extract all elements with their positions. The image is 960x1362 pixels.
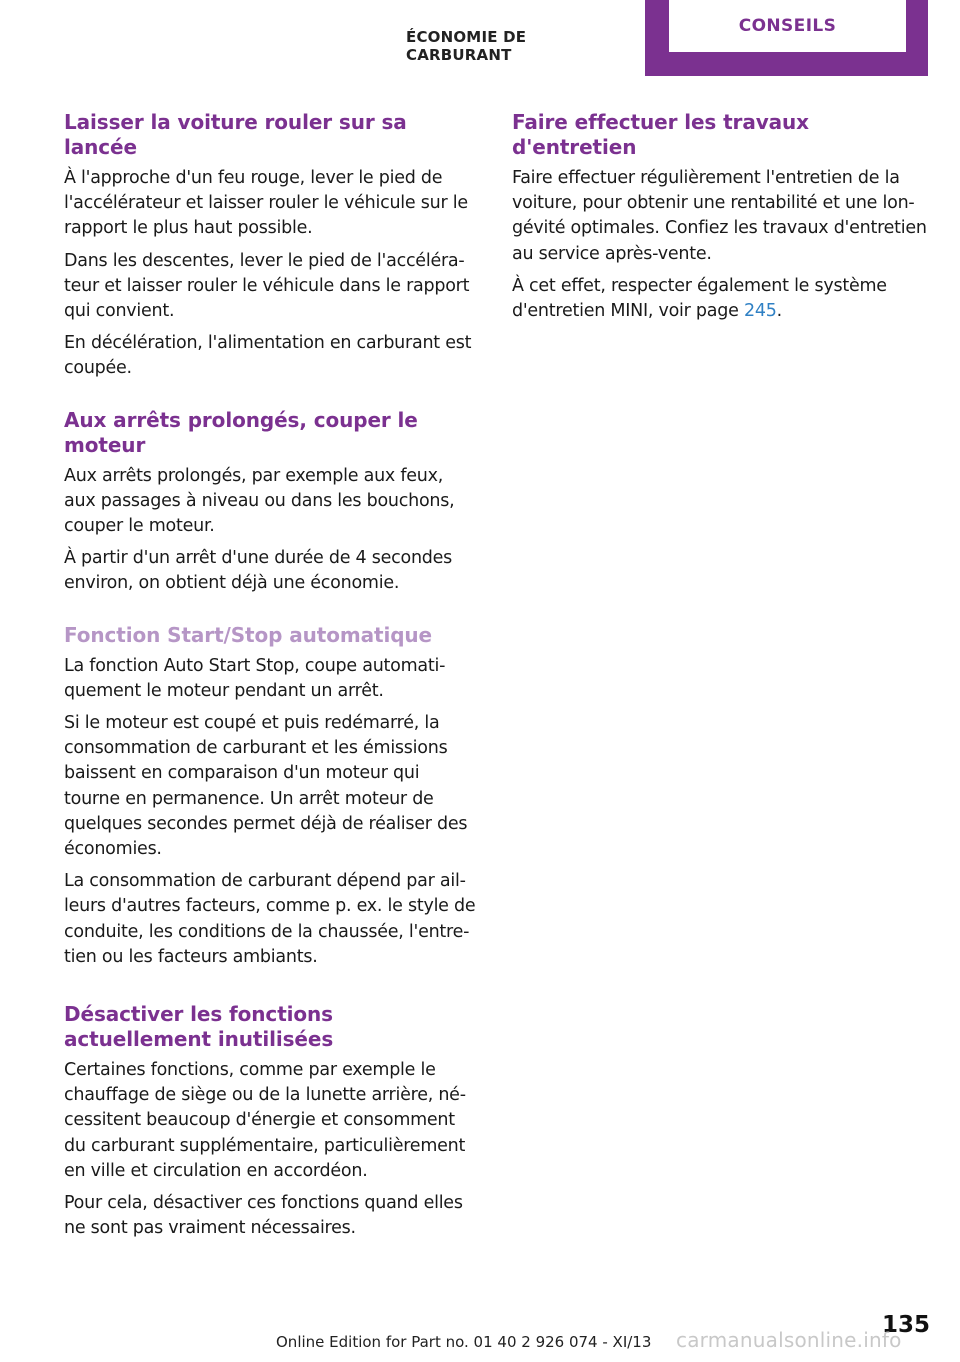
paragraph: À l'approche d'un feu rouge, lever le pied de l'accélérateur et laisser rouler le véhicule sur le rapport le plus haut possible. bbox=[64, 168, 468, 239]
right-column bbox=[512, 110, 927, 331]
paragraph: À partir d'un arrêt d'une durée de 4 secondes environ, on obtient déjà une économie. bbox=[64, 548, 453, 594]
running-header-section: ÉCONOMIE DE CARBURANT bbox=[406, 28, 527, 64]
section-title-maintenance: Faire effectuer les travaux d'entretien bbox=[512, 110, 809, 159]
watermark: carmanualsonline.info bbox=[676, 1328, 902, 1352]
paragraph: Dans les descentes, lever le pied de l'accélérateur et laisser rouler le véhicule dans le rapport qui convient. bbox=[64, 250, 470, 322]
section-title-disable-functions: Désactiver les fonctions actuellement inutilisées bbox=[64, 1002, 334, 1052]
paragraph: La fonction Auto Start Stop, coupe automatiquement le moteur pendant un arrêt. bbox=[64, 655, 446, 701]
paragraph: Si le moteur est coupé et puis redémarré, la consommation de carburant et les émissions baissent en comparaison d'un moteur qui tourne en permanence. Un arrêt moteur de quelques secondes permet déjà de réaliser des économies. bbox=[64, 713, 468, 860]
section-title-coasting: Laisser la voiture rouler sur sa lancée bbox=[64, 110, 407, 159]
paragraph: En décélération, l'alimentation en carburant est coupée. bbox=[64, 333, 472, 379]
page-number: 135 bbox=[881, 1312, 930, 1338]
paragraph: La consommation de carburant dépend par ailleurs d'autres facteurs, comme p. ex. le style de conduite, les conditions de la chaussée, l'entretien ou les facteurs ambiants. bbox=[64, 871, 476, 967]
chapter-tab bbox=[645, 0, 928, 76]
paragraph: Pour cela, désactiver ces fonctions quand elles ne sont pas vraiment nécessaires. bbox=[64, 1193, 463, 1239]
paragraph-with-reference bbox=[512, 274, 927, 324]
left-column bbox=[64, 110, 479, 1249]
chapter-tab-label: CONSEILS bbox=[669, 0, 906, 52]
paragraph-end: . bbox=[776, 301, 782, 322]
paragraph: Certaines fonctions, comme par exemple le chauffage de siège ou de la lunette arrière, nécessitent beaucoup d'énergie et consomment du carburant supplémentaire, particulièrement en ville et circulation en accordéon. bbox=[64, 1060, 467, 1181]
footer-edition: Online Edition for Part no. 01 40 2 926 074 - XI/13 bbox=[276, 1333, 652, 1351]
section-title-start-stop: Fonction Start/Stop automatique bbox=[64, 622, 433, 647]
paragraph-text: À cet effet, respecter également le système d'entretien MINI, voir page bbox=[512, 275, 887, 322]
section-title-long-stops: Aux arrêts prolongés, couper le moteur bbox=[64, 407, 418, 457]
paragraph: Aux arrêts prolongés, par exemple aux feux, aux passages à niveau ou dans les bouchons, couper le moteur. bbox=[64, 465, 455, 537]
paragraph: Faire effectuer régulièrement l'entretien de la voiture, pour obtenir une rentabilité et une longévité optimales. Confiez les travaux d'entretien au service après-vente. bbox=[512, 168, 927, 264]
page-reference-link[interactable]: 245 bbox=[743, 301, 777, 322]
